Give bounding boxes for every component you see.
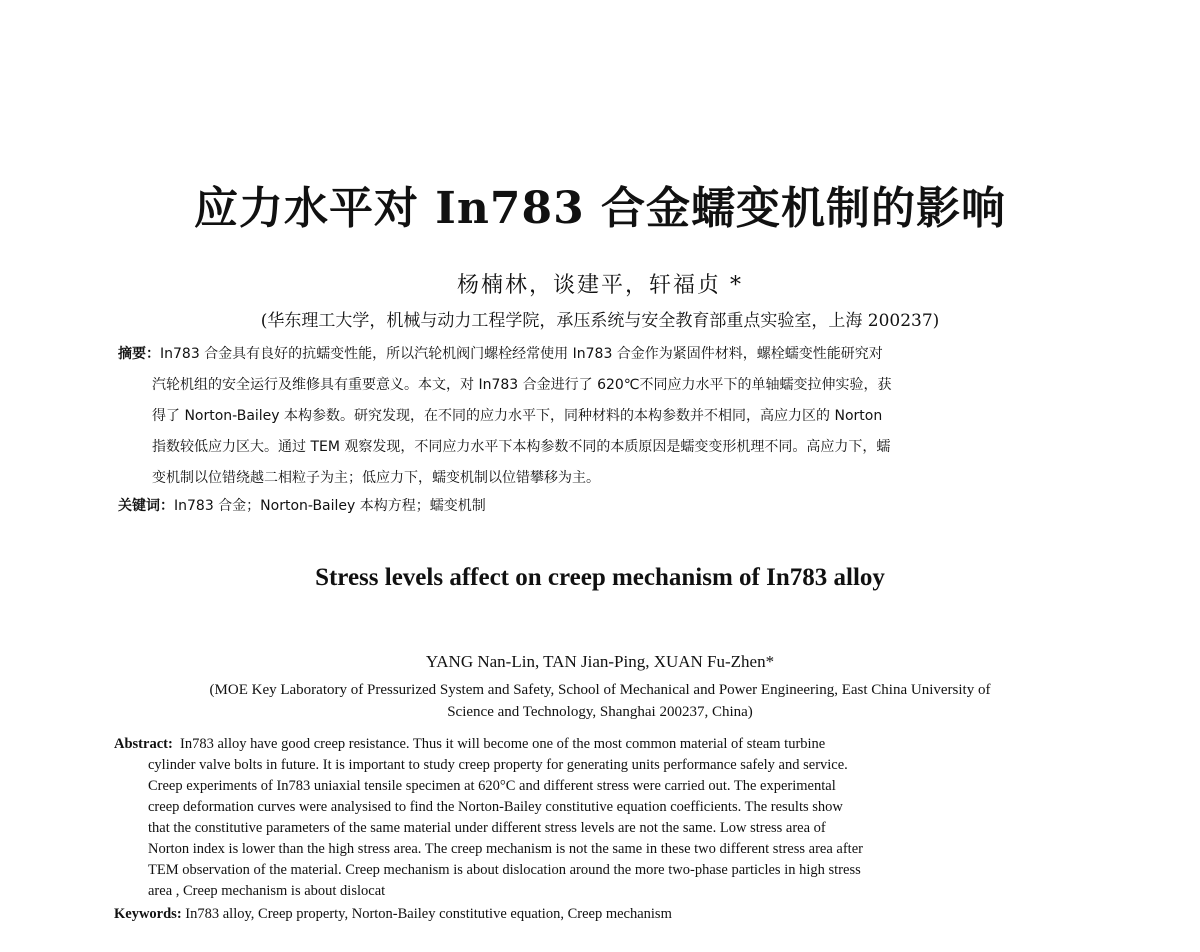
chinese-abstract xyxy=(118,339,1078,494)
english-abstract-line: cylinder valve bolts in future. It is important to study creep property for generating units performance safely and service. xyxy=(148,757,848,773)
english-title: Stress levels affect on creep mechanism of In783 alloy xyxy=(315,564,885,591)
chinese-abstract-line: 汽轮机组的安全运行及维修具有重要意义。本文，对 In783 合金进行了 620℃不同应力水平下的单轴蠕变拉伸实验，获 xyxy=(152,377,892,393)
english-keywords xyxy=(114,906,1074,923)
english-abstract-line: creep deformation curves were analysised to find the Norton-Bailey constitutive equation coefficients. The results show xyxy=(148,799,843,815)
chinese-abstract-line: 指数较低应力区大。通过 TEM 观察发现，不同应力水平下本构参数不同的本质原因是蠕变变形机理不同。高应力下，蠕 xyxy=(152,439,891,455)
chinese-abstract-label: 摘要： xyxy=(118,346,160,362)
chinese-authors: 杨楠林，谈建平，轩福贞 * xyxy=(457,273,743,298)
english-affiliation-line: Science and Technology, Shanghai 200237, China) xyxy=(447,704,753,720)
english-abstract xyxy=(114,734,1034,902)
english-authors: YANG Nan-Lin, TAN Jian-Ping, XUAN Fu-Zhen* xyxy=(425,652,775,671)
english-abstract-line: that the constitutive parameters of the same material under different stress levels are not the same. Low stress area of xyxy=(148,820,826,836)
english-abstract-line: Norton index is lower than the high stress area. The creep mechanism is not the same in these two different stress area after xyxy=(148,841,863,857)
english-abstract-line xyxy=(114,734,1034,755)
english-keywords-label: Keywords: xyxy=(114,906,182,922)
chinese-title: 应力水平对 In783 合金蠕变机制的影响 xyxy=(193,183,1007,234)
chinese-abstract-line: 得了 Norton-Bailey 本构参数。研究发现，在不同的应力水平下，同种材料的本构参数并不相同，高应力区的 Norton xyxy=(152,408,883,424)
english-keywords-text: In783 alloy, Creep property, Norton-Bailey constitutive equation, Creep mechanism xyxy=(185,906,672,922)
english-affiliation xyxy=(120,679,1080,723)
english-abstract-line: area , Creep mechanism is about dislocat xyxy=(148,883,386,899)
chinese-keywords-label: 关键词： xyxy=(118,498,174,514)
chinese-abstract-line: 变机制以位错绕越二相粒子为主；低应力下，蠕变机制以位错攀移为主。 xyxy=(152,470,600,486)
english-affiliation-line: (MOE Key Laboratory of Pressurized System and Safety, School of Mechanical and Power Engineering, East China University of xyxy=(209,682,991,698)
english-abstract-line: TEM observation of the material. Creep mechanism is about dislocation around the more two-phase particles in high stress xyxy=(148,862,861,878)
chinese-keywords-text: In783 合金；Norton-Bailey 本构方程；蠕变机制 xyxy=(174,498,486,514)
english-abstract-line: Creep experiments of In783 uniaxial tensile specimen at 620°C and different stress were carried out. The experimental xyxy=(148,778,836,794)
chinese-abstract-text: In783 合金具有良好的抗蠕变性能，所以汽轮机阀门螺栓经常使用 In783 合金作为紧固件材料，螺栓蠕变性能研究对 xyxy=(160,346,883,362)
chinese-keywords xyxy=(118,495,1078,515)
chinese-abstract-line xyxy=(118,339,1078,370)
english-abstract-text: In783 alloy have good creep resistance. Thus it will become one of the most common material of steam turbine xyxy=(180,736,826,752)
chinese-affiliation: (华东理工大学，机械与动力工程学院，承压系统与安全教育部重点实验室，上海 200237) xyxy=(260,311,940,331)
english-abstract-label: Abstract: xyxy=(114,736,173,752)
